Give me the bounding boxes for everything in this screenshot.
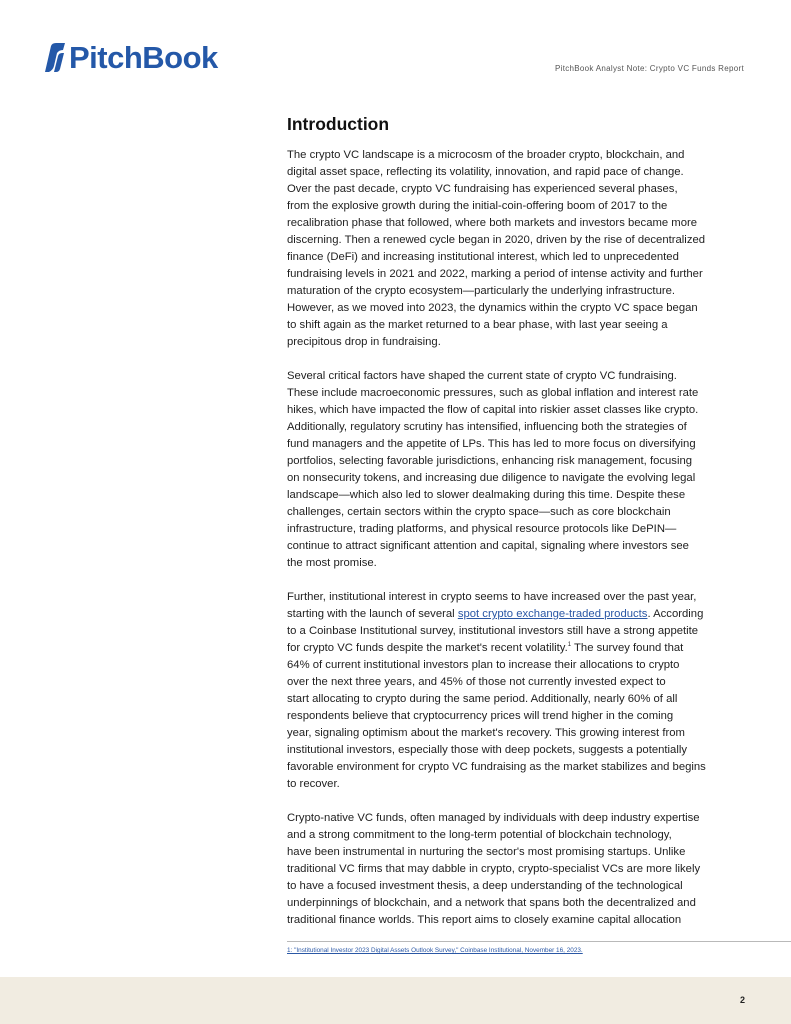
logo-wordmark: PitchBook [69,40,218,75]
line-text: on nonsecurity tokens, and increasing due diligence to navigate the evolving legal [287,472,696,484]
text-line [287,895,757,912]
text-line [287,385,757,402]
text-line [287,470,757,487]
line-text: the most promise. [287,557,377,569]
line-text: for crypto VC funds despite the market's recent volatility. [287,642,568,654]
line-text: to shift again as the market returned to a bear phase, with last year seeing a [287,319,668,331]
line-text: landscape—which also led to slower dealmaking during this time. Despite these [287,489,686,501]
page-footer [0,977,791,1024]
line-text: start allocating to crypto during the same period. Additionally, nearly 60% of all [287,693,678,705]
text-line [287,232,757,249]
line-text: to have a focused investment thesis, a deep understanding of the technological [287,880,683,892]
line-text: over the next three years, and 45% of those not currently invested expect to [287,676,666,688]
text-line [287,181,757,198]
text-line [287,725,757,742]
line-text: fund managers and the appetite of LPs. This has led to more focus on diversifying [287,438,696,450]
text-line [287,623,757,640]
paragraph [287,147,757,351]
line-text: year, signaling optimism about the market's recovery. This growing interest from [287,727,685,739]
text-line [287,215,757,232]
text-line [287,504,757,521]
footnote-reference[interactable]: 1 [567,642,572,649]
text-line [287,810,757,827]
line-text: However, as we moved into 2023, the dynamics within the crypto VC space began [287,302,698,314]
line-text: continue to attract significant attention and capital, signaling where investors see [287,540,689,552]
line-text: starting with the launch of several [287,608,458,620]
text-line [287,589,757,606]
line-text: maturation of the crypto ecosystem—particularly the underlying infrastructure. [287,285,676,297]
pitchbook-logo [42,42,218,74]
paragraph [287,810,757,929]
line-text: recalibration phase that followed, where both markets and investors became more [287,217,698,229]
text-line [287,674,757,691]
report-header-note: PitchBook Analyst Note: Crypto VC Funds Report [555,64,744,73]
line-text: to recover. [287,778,340,790]
line-text: respondents believe that cryptocurrency prices will trend higher in the coming [287,710,674,722]
line-text: The survey found that [571,642,684,654]
line-text: The crypto VC landscape is a microcosm of the broader crypto, blockchain, and [287,149,685,161]
text-line [287,368,757,385]
text-line [287,555,757,572]
line-text: infrastructure, trading platforms, and physical resource protocols like DePIN— [287,523,677,535]
line-text: 64% of current institutional investors plan to increase their allocations to crypto [287,659,680,671]
text-line [287,691,757,708]
text-line [287,198,757,215]
line-text: hikes, which have impacted the flow of capital into riskier asset classes like crypto. [287,404,699,416]
line-text: to a Coinbase Institutional survey, institutional investors still have a strong appetite [287,625,699,637]
text-line [287,606,757,623]
text-line [287,912,757,929]
line-text: traditional VC firms that may dabble in crypto, crypto-specialist VCs are more likely [287,863,701,875]
text-line [287,861,757,878]
article-body [287,147,757,946]
text-line [287,827,757,844]
text-line [287,317,757,334]
text-line [287,283,757,300]
line-text: discerning. Then a renewed cycle began in 2020, driven by the rise of decentralized [287,234,706,246]
line-text: and a strong commitment to the long-term potential of blockchain technology, [287,829,672,841]
line-text: traditional finance worlds. This report aims to closely examine capital allocation [287,914,682,926]
text-line [287,300,757,317]
text-line [287,708,757,725]
line-text: precipitous drop in fundraising. [287,336,441,348]
line-text: Additionally, regulatory scrutiny has intensified, influencing both the strategies of [287,421,687,433]
text-line [287,844,757,861]
text-line [287,402,757,419]
pitchbook-logo-icon [42,43,66,73]
text-line [287,249,757,266]
paragraph [287,368,757,572]
line-text: Crypto-native VC funds, often managed by individuals with deep industry expertise [287,812,700,824]
text-line [287,538,757,555]
line-text: have been instrumental in nurturing the sector's most promising startups. Unlike [287,846,686,858]
text-line [287,266,757,283]
text-line [287,164,757,181]
line-text: digital asset space, reflecting its volatility, innovation, and rapid pace of change. [287,166,684,178]
text-line [287,487,757,504]
footnote-link[interactable]: 1: "Institutional Investor 2023 Digital Assets Outlook Survey," Coinbase Institutional, November 16, 2023. [287,947,583,954]
line-text: institutional investors, especially those with deep pockets, suggests a potentially [287,744,688,756]
text-line [287,334,757,351]
line-text: These include macroeconomic pressures, such as global inflation and interest rate [287,387,699,399]
text-line [287,657,757,674]
spot-crypto-etp-link[interactable]: spot crypto exchange-traded products [457,608,648,620]
text-line [287,776,757,793]
text-line [287,742,757,759]
text-line [287,640,757,657]
line-text: favorable environment for crypto VC fundraising as the market stabilizes and begins [287,761,706,773]
line-text: fundraising levels in 2021 and 2022, marking a period of intense activity and further [287,268,703,280]
line-text: portfolios, selecting favorable jurisdictions, enhancing risk management, focusing [287,455,693,467]
line-text: Further, institutional interest in crypto seems to have increased over the past year, [287,591,697,603]
text-line [287,147,757,164]
text-line [287,453,757,470]
text-line [287,521,757,538]
text-line [287,759,757,776]
text-line [287,436,757,453]
line-text: finance (DeFi) and increasing institutional interest, which led to unprecedented [287,251,679,263]
page-number: 2 [739,995,745,1005]
section-heading: Introduction [287,114,390,134]
text-line [287,419,757,436]
line-text: Several critical factors have shaped the current state of crypto VC fundraising. [287,370,677,382]
line-text: underpinnings of blockchain, and a network that spans both the decentralized and [287,897,696,909]
line-text: challenges, certain sectors within the crypto space—such as core blockchain [287,506,671,518]
line-text: from the explosive growth during the initial-coin-offering boom of 2017 to the [287,200,668,212]
paragraph [287,589,757,793]
footnote-divider [287,941,791,942]
line-text: . According [647,608,704,620]
line-text: Over the past decade, crypto VC fundraising has experienced several phases, [287,183,678,195]
text-line [287,878,757,895]
